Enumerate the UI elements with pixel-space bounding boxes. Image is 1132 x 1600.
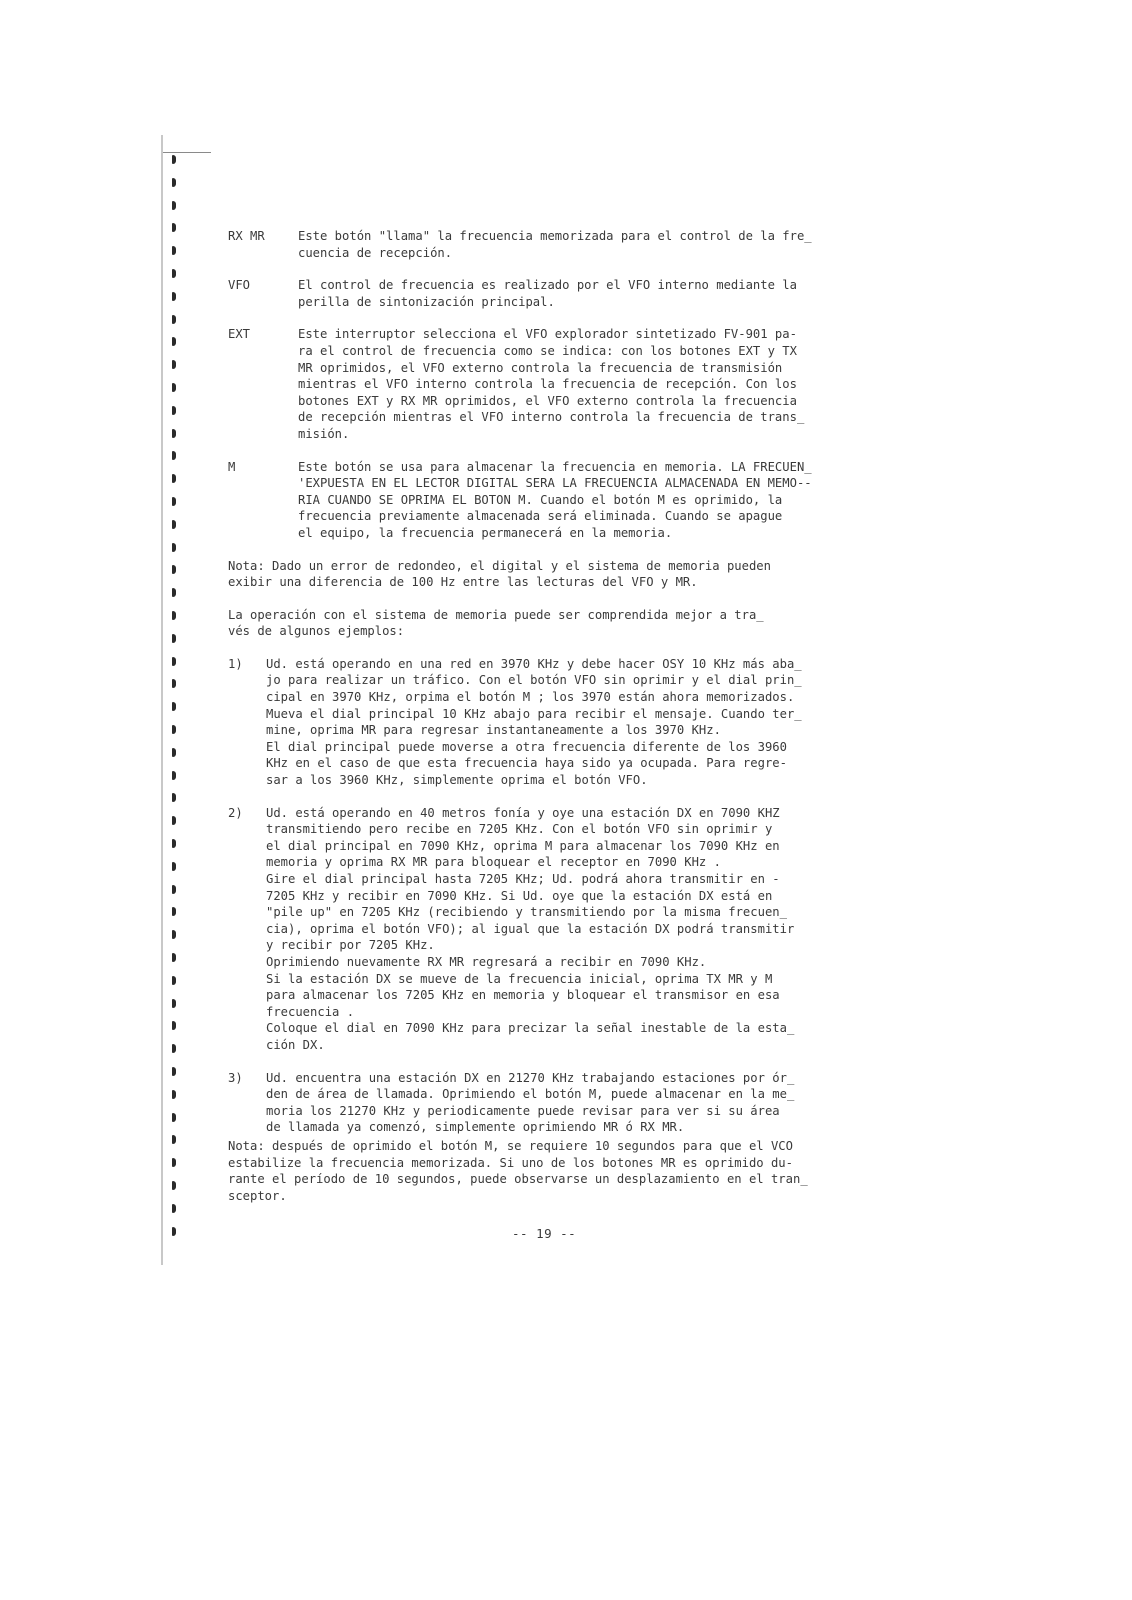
definition-vfo bbox=[228, 277, 868, 310]
punch-hole-mark bbox=[172, 1158, 176, 1167]
punch-hole-mark bbox=[172, 999, 176, 1008]
punch-hole-mark bbox=[172, 862, 176, 871]
punch-hole-mark bbox=[172, 520, 176, 529]
definition-ext bbox=[228, 326, 868, 442]
punch-hole-mark bbox=[172, 269, 176, 278]
punch-hole-mark bbox=[172, 383, 176, 392]
example-text: Ud. está operando en 40 metros fonía y oye una estación DX en 7090 KHZ transmitiendo pero recibe en 7205 KHz. Con el botón VFO sin oprimir y el dial principal en 7090 KHz, oprima M para almacenar los 7090 KHz en memoria y oprima RX MR para bloquear el receptor en 7090 KHz . Gire el dial principal hasta 7205 KHz; Ud. podrá ahora transmitir en - 7205 KHz y recibir en 7090 KHz. Si Ud. oye que la estación DX está en "pile up" en 7205 KHz (recibiendo y transmitiendo por la misma frecuen_ cia), oprima el botón VFO); al igual que la estación DX podrá transmitir y recibir por 7205 KHz. Oprimiendo nuevamente RX MR regresará a recibir en 7090 KHz. Si la estación DX se mueve de la frecuencia inicial, oprima TX MR y M para almacenar los 7205 KHz en memoria y bloquear el transmisor en esa frecuencia . Coloque el dial en 7090 KHz para precizar la señal inestable de la esta_ ción DX. bbox=[266, 805, 795, 1052]
punch-hole-mark bbox=[172, 1135, 176, 1144]
page-number: -- 19 -- bbox=[512, 1226, 577, 1241]
definition-text: Este interruptor selecciona el VFO explorador sintetizado FV-901 pa- ra el control de frecuencia como se indica: con los botones EXT y TX MR oprimidos, el VFO externo controla la frecuencia de transmisión mientras el VFO interno controla la frecuencia de recepción. Con los botones EXT y RX MR oprimidos, el VFO externo controla la frecuencia de recepción mientras el VFO interno controla la frecuencia de trans_ misión. bbox=[298, 327, 805, 441]
punch-hole-mark bbox=[172, 1021, 176, 1030]
punch-hole-mark bbox=[172, 930, 176, 939]
definition-rx-mr bbox=[228, 228, 868, 261]
definition-term: RX MR bbox=[228, 229, 265, 243]
punch-hole-mark bbox=[172, 1227, 176, 1236]
punch-hole-mark bbox=[172, 155, 176, 164]
page-body bbox=[228, 228, 868, 1220]
definition-text: Este botón se usa para almacenar la frecuencia en memoria. LA FRECUEN_ 'EXPUESTA EN EL LECTOR DIGITAL SERA LA FRECUENCIA ALMACENADA EN MEMO-- RIA CUANDO SE OPRIMA EL BOTON M. Cuando el botón M es oprimido, la frecuencia previamente almacenada será eliminada. Cuando se apague el equipo, la frecuencia permanecerá en la memoria. bbox=[298, 459, 812, 540]
punch-hole-mark bbox=[172, 588, 176, 597]
punch-hole-mark bbox=[172, 748, 176, 757]
punch-hole-mark bbox=[172, 543, 176, 552]
example-text: Ud. está operando en una red en 3970 KHz y debe hacer OSY 10 KHz más aba_ jo para realizar un tráfico. Con el botón VFO sin oprimir y el dial prin_ cipal en 3970 KHz, orpima el botón M ; los 3970 están ahora memorizados. Mueva el dial principal 10 KHz abajo para recibir el mensaje. Cuando ter_ mine, oprima MR para regresar instantaneamente a los 3970 KHz. El dial principal puede moverse a otra frecuencia diferente de los 3960 KHz en el caso de que esta frecuencia haya sido ya ocupada. Para regre- sar a los 3960 KHz, simplemente oprima el botón VFO. bbox=[266, 656, 802, 788]
punch-hole-mark bbox=[172, 839, 176, 848]
punch-hole-mark bbox=[172, 1181, 176, 1190]
example-text: Ud. encuentra una estación DX en 21270 KHz trabajando estaciones por ór_ den de área de llamada. Oprimiendo el botón M, puede almacenar en la me_ moria los 21270 KHz y periodicamente puede revisar para ver si su área de llamada ya comenzó, simplemente oprimiendo MR ó RX MR. bbox=[266, 1070, 795, 1135]
definition-term: VFO bbox=[228, 278, 251, 293]
punch-hole-mark bbox=[172, 406, 176, 415]
note-vco: Nota: después de oprimido el botón M, se requiere 10 segundos para que el VCO estabilize la frecuencia memorizada. Si uno de los botones MR es oprimido du- rante el período de 10 segundos, puede observarse un desplazamiento en el tran_ sceptor. bbox=[228, 1138, 808, 1203]
definition-text: Este botón "llama" la frecuencia memorizada para el control de la fre_ cuencia de recepción. bbox=[298, 229, 812, 260]
punch-hole-mark bbox=[172, 1067, 176, 1076]
punch-hole-mark bbox=[172, 953, 176, 962]
definition-m bbox=[228, 459, 868, 542]
punch-hole-mark bbox=[172, 793, 176, 802]
punch-hole-mark bbox=[172, 474, 176, 483]
intro-paragraph: La operación con el sistema de memoria puede ser comprendida mejor a tra_ vés de algunos ejemplos: bbox=[228, 607, 764, 639]
example-1 bbox=[228, 656, 868, 789]
punch-hole-mark bbox=[172, 657, 176, 666]
punch-hole-mark bbox=[172, 679, 176, 688]
punch-hole-mark bbox=[172, 315, 176, 324]
punch-hole-mark bbox=[172, 725, 176, 734]
punch-hole-mark bbox=[172, 429, 176, 438]
punch-hole-mark bbox=[172, 246, 176, 255]
punch-hole-mark bbox=[172, 1090, 176, 1099]
punch-hole-mark bbox=[172, 1044, 176, 1053]
example-number: 3) bbox=[228, 1070, 243, 1085]
example-3 bbox=[228, 1070, 868, 1136]
punch-hole-mark bbox=[172, 337, 176, 346]
binding-edge bbox=[161, 135, 163, 1265]
example-2 bbox=[228, 805, 868, 1054]
punch-hole-mark bbox=[172, 1204, 176, 1213]
note-rounding: Nota: Dado un error de redondeo, el digital y el sistema de memoria pueden exibir una diferencia de 100 Hz entre las lecturas del VFO y MR. bbox=[228, 558, 771, 590]
example-number: 2) bbox=[228, 805, 243, 820]
punch-hole-mark bbox=[172, 885, 176, 894]
punch-hole-mark bbox=[172, 292, 176, 301]
definition-text: El control de frecuencia es realizado por el VFO interno mediante la perilla de sintonización principal. bbox=[298, 278, 797, 309]
punch-hole-mark bbox=[172, 976, 176, 985]
example-number: 1) bbox=[228, 656, 243, 671]
punch-hole-mark bbox=[172, 201, 176, 210]
punch-hole-mark bbox=[172, 771, 176, 780]
punch-hole-mark bbox=[172, 702, 176, 711]
punch-hole-mark bbox=[172, 1113, 176, 1122]
punch-hole-mark bbox=[172, 907, 176, 916]
binding-mark bbox=[163, 152, 211, 153]
definition-term: M bbox=[228, 459, 236, 474]
punch-hole-mark bbox=[172, 451, 176, 460]
punch-hole-mark bbox=[172, 360, 176, 369]
punch-hole-mark bbox=[172, 634, 176, 643]
punch-hole-mark bbox=[172, 611, 176, 620]
punch-hole-mark bbox=[172, 565, 176, 574]
punch-hole-mark bbox=[172, 497, 176, 506]
punch-hole-mark bbox=[172, 178, 176, 187]
punch-hole-mark bbox=[172, 223, 176, 232]
definition-term: EXT bbox=[228, 327, 251, 342]
punch-hole-mark bbox=[172, 816, 176, 825]
